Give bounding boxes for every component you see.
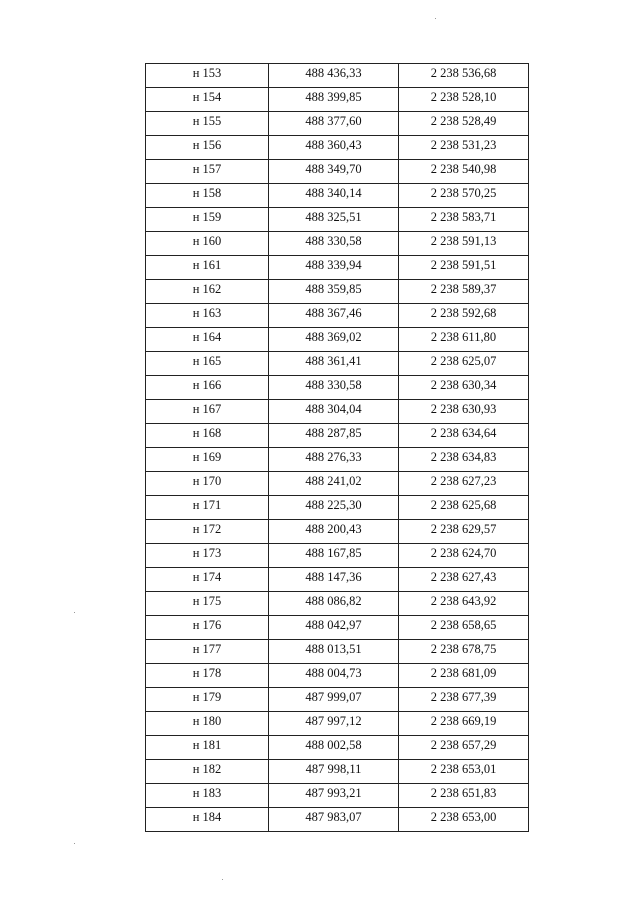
table-row <box>146 400 529 424</box>
point-id-cell: н 154 <box>146 88 269 112</box>
y-coordinate-cell: 2 238 681,09 <box>399 664 529 688</box>
x-coordinate-cell: 488 436,33 <box>269 64 399 88</box>
y-coordinate-cell: 2 238 583,71 <box>399 208 529 232</box>
x-coordinate-cell: 488 004,73 <box>269 664 399 688</box>
table-row <box>146 232 529 256</box>
x-coordinate-cell: 488 399,85 <box>269 88 399 112</box>
y-coordinate-cell: 2 238 627,23 <box>399 472 529 496</box>
table-row <box>146 328 529 352</box>
point-id-cell: н 165 <box>146 352 269 376</box>
y-coordinate-cell: 2 238 611,80 <box>399 328 529 352</box>
point-id-cell: н 174 <box>146 568 269 592</box>
point-id-cell: н 160 <box>146 232 269 256</box>
table-row <box>146 184 529 208</box>
y-coordinate-cell: 2 238 643,92 <box>399 592 529 616</box>
x-coordinate-cell: 488 287,85 <box>269 424 399 448</box>
table-row <box>146 640 529 664</box>
table-row <box>146 568 529 592</box>
y-coordinate-cell: 2 238 653,01 <box>399 760 529 784</box>
point-id-cell: н 164 <box>146 328 269 352</box>
coordinates-table-body <box>146 64 529 832</box>
point-id-cell: н 179 <box>146 688 269 712</box>
x-coordinate-cell: 487 983,07 <box>269 808 399 832</box>
x-coordinate-cell: 488 330,58 <box>269 232 399 256</box>
point-id-cell: н 175 <box>146 592 269 616</box>
x-coordinate-cell: 487 998,11 <box>269 760 399 784</box>
point-id-cell: н 153 <box>146 64 269 88</box>
x-coordinate-cell: 488 349,70 <box>269 160 399 184</box>
x-coordinate-cell: 488 369,02 <box>269 328 399 352</box>
point-id-cell: н 159 <box>146 208 269 232</box>
y-coordinate-cell: 2 238 629,57 <box>399 520 529 544</box>
y-coordinate-cell: 2 238 630,34 <box>399 376 529 400</box>
table-row <box>146 472 529 496</box>
y-coordinate-cell: 2 238 678,75 <box>399 640 529 664</box>
y-coordinate-cell: 2 238 658,65 <box>399 616 529 640</box>
table-row <box>146 280 529 304</box>
x-coordinate-cell: 488 013,51 <box>269 640 399 664</box>
point-id-cell: н 163 <box>146 304 269 328</box>
x-coordinate-cell: 488 276,33 <box>269 448 399 472</box>
point-id-cell: н 158 <box>146 184 269 208</box>
x-coordinate-cell: 488 241,02 <box>269 472 399 496</box>
y-coordinate-cell: 2 238 627,43 <box>399 568 529 592</box>
table-row <box>146 688 529 712</box>
table-row <box>146 712 529 736</box>
point-id-cell: н 155 <box>146 112 269 136</box>
y-coordinate-cell: 2 238 669,19 <box>399 712 529 736</box>
y-coordinate-cell: 2 238 657,29 <box>399 736 529 760</box>
x-coordinate-cell: 488 367,46 <box>269 304 399 328</box>
y-coordinate-cell: 2 238 651,83 <box>399 784 529 808</box>
x-coordinate-cell: 488 360,43 <box>269 136 399 160</box>
y-coordinate-cell: 2 238 531,23 <box>399 136 529 160</box>
point-id-cell: н 182 <box>146 760 269 784</box>
point-id-cell: н 169 <box>146 448 269 472</box>
table-row <box>146 424 529 448</box>
point-id-cell: н 168 <box>146 424 269 448</box>
table-row <box>146 592 529 616</box>
y-coordinate-cell: 2 238 591,51 <box>399 256 529 280</box>
point-id-cell: н 183 <box>146 784 269 808</box>
point-id-cell: н 176 <box>146 616 269 640</box>
y-coordinate-cell: 2 238 540,98 <box>399 160 529 184</box>
point-id-cell: н 178 <box>146 664 269 688</box>
x-coordinate-cell: 488 359,85 <box>269 280 399 304</box>
x-coordinate-cell: 488 339,94 <box>269 256 399 280</box>
y-coordinate-cell: 2 238 570,25 <box>399 184 529 208</box>
point-id-cell: н 157 <box>146 160 269 184</box>
table-row <box>146 520 529 544</box>
table-row <box>146 304 529 328</box>
y-coordinate-cell: 2 238 624,70 <box>399 544 529 568</box>
coordinates-table <box>145 63 529 832</box>
point-id-cell: н 170 <box>146 472 269 496</box>
y-coordinate-cell: 2 238 536,68 <box>399 64 529 88</box>
x-coordinate-cell: 488 167,85 <box>269 544 399 568</box>
table-row <box>146 160 529 184</box>
table-row <box>146 376 529 400</box>
y-coordinate-cell: 2 238 677,39 <box>399 688 529 712</box>
table-row <box>146 136 529 160</box>
x-coordinate-cell: 488 361,41 <box>269 352 399 376</box>
point-id-cell: н 172 <box>146 520 269 544</box>
x-coordinate-cell: 488 330,58 <box>269 376 399 400</box>
y-coordinate-cell: 2 238 589,37 <box>399 280 529 304</box>
scan-speck <box>74 843 75 844</box>
x-coordinate-cell: 487 993,21 <box>269 784 399 808</box>
y-coordinate-cell: 2 238 591,13 <box>399 232 529 256</box>
point-id-cell: н 180 <box>146 712 269 736</box>
y-coordinate-cell: 2 238 528,10 <box>399 88 529 112</box>
x-coordinate-cell: 488 200,43 <box>269 520 399 544</box>
x-coordinate-cell: 488 377,60 <box>269 112 399 136</box>
y-coordinate-cell: 2 238 634,83 <box>399 448 529 472</box>
point-id-cell: н 177 <box>146 640 269 664</box>
point-id-cell: н 181 <box>146 736 269 760</box>
x-coordinate-cell: 488 340,14 <box>269 184 399 208</box>
x-coordinate-cell: 488 086,82 <box>269 592 399 616</box>
x-coordinate-cell: 488 042,97 <box>269 616 399 640</box>
table-row <box>146 616 529 640</box>
table-row <box>146 352 529 376</box>
point-id-cell: н 166 <box>146 376 269 400</box>
x-coordinate-cell: 488 147,36 <box>269 568 399 592</box>
x-coordinate-cell: 488 002,58 <box>269 736 399 760</box>
table-row <box>146 88 529 112</box>
x-coordinate-cell: 488 325,51 <box>269 208 399 232</box>
x-coordinate-cell: 488 225,30 <box>269 496 399 520</box>
y-coordinate-cell: 2 238 653,00 <box>399 808 529 832</box>
table-row <box>146 208 529 232</box>
table-row <box>146 256 529 280</box>
point-id-cell: н 162 <box>146 280 269 304</box>
table-row <box>146 112 529 136</box>
scan-speck <box>74 612 75 613</box>
table-row <box>146 64 529 88</box>
x-coordinate-cell: 487 997,12 <box>269 712 399 736</box>
point-id-cell: н 156 <box>146 136 269 160</box>
point-id-cell: н 161 <box>146 256 269 280</box>
point-id-cell: н 173 <box>146 544 269 568</box>
point-id-cell: н 167 <box>146 400 269 424</box>
point-id-cell: н 171 <box>146 496 269 520</box>
y-coordinate-cell: 2 238 625,68 <box>399 496 529 520</box>
x-coordinate-cell: 488 304,04 <box>269 400 399 424</box>
y-coordinate-cell: 2 238 592,68 <box>399 304 529 328</box>
point-id-cell: н 184 <box>146 808 269 832</box>
table-row <box>146 448 529 472</box>
x-coordinate-cell: 487 999,07 <box>269 688 399 712</box>
table-row <box>146 760 529 784</box>
table-row <box>146 808 529 832</box>
table-row <box>146 496 529 520</box>
y-coordinate-cell: 2 238 630,93 <box>399 400 529 424</box>
table-row <box>146 736 529 760</box>
y-coordinate-cell: 2 238 634,64 <box>399 424 529 448</box>
table-row <box>146 664 529 688</box>
scan-speck <box>222 879 223 880</box>
y-coordinate-cell: 2 238 625,07 <box>399 352 529 376</box>
y-coordinate-cell: 2 238 528,49 <box>399 112 529 136</box>
table-row <box>146 784 529 808</box>
scan-speck <box>435 18 436 19</box>
table-row <box>146 544 529 568</box>
